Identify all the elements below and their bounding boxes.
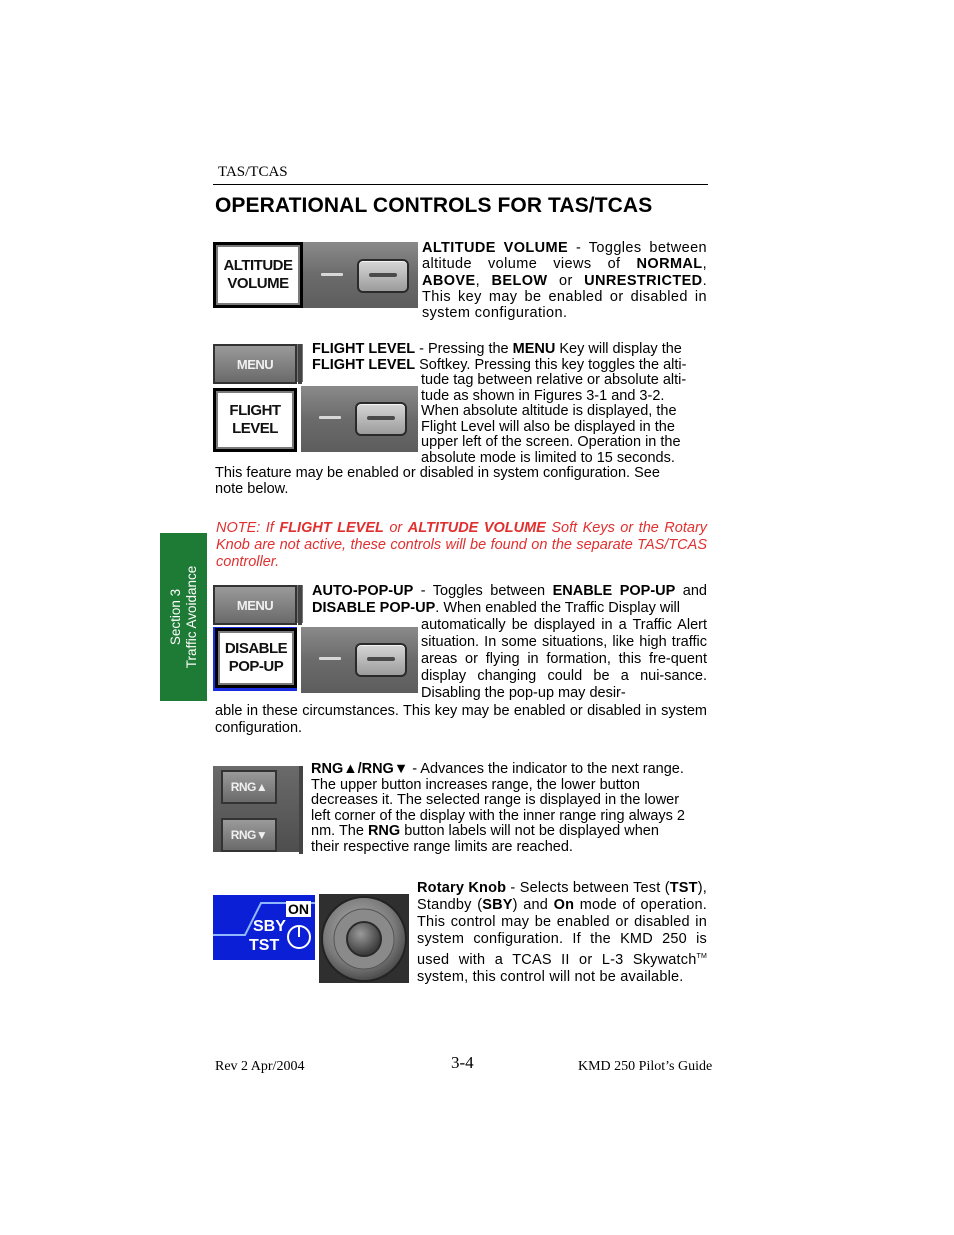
range-buttons-figure	[213, 766, 301, 854]
bezel-button	[355, 402, 407, 436]
flight-level-tail: This feature may be enabled or disabled in system configuration. See note below.	[215, 465, 660, 497]
altitude-volume-figure	[213, 242, 418, 308]
header-rule	[213, 184, 708, 185]
page-number: 3-4	[451, 1053, 474, 1072]
tst-label: TST	[249, 937, 280, 954]
running-header: TAS/TCAS	[218, 164, 288, 180]
flight-level-text-cont: tude tag between relative or absolute alti- tude as shown in Figures 3-1 and 3-2. When absolute altitude is displayed, the Flight Level will also be displayed in the upper left of the screen. Operation in the absolute mode is limited to 15 seconds.	[421, 372, 687, 466]
footer-guide-title: KMD 250 Pilot’s Guide	[578, 1059, 713, 1074]
disable-popup-softkey: DISABLE POP-UP	[215, 628, 297, 688]
bezel-panel	[301, 627, 418, 693]
bezel-panel	[301, 386, 418, 452]
footer-revision: Rev 2 Apr/2004	[215, 1059, 305, 1074]
range-down-button: RNG▼	[221, 818, 277, 852]
rotary-knob-text: Rotary Knob - Selects between Test (TST), Standby (SBY) and On mode of operation. This control may be enabled or disabled in system configuration. If the KMD 250 is used with a TCAS II or L-3 Skywatch™ system, this control will not be available.	[417, 880, 707, 985]
altitude-volume-text: ALTITUDE VOLUME - Toggles between altitude volume views of NORMAL, ABOVE, BELOW or UNRESTRICTED. This key may be enabled or disabled in system configuration.	[422, 240, 707, 322]
rotary-knob-figure	[319, 894, 409, 983]
bezel-panel	[303, 242, 418, 308]
menu-softkey: MENU	[213, 585, 297, 625]
altitude-volume-softkey: ALTITUDE VOLUME	[213, 242, 303, 308]
mode-display-figure	[213, 895, 315, 960]
auto-popup-text-cont: automatically be displayed in a Traffic Alert situation. In some situations, like high traffic areas or flying in formation, this fre-quent display changing could be a nui-sance. Disabling the pop-up may desir-	[421, 617, 707, 701]
note-paragraph: NOTE: If FLIGHT LEVEL or ALTITUDE VOLUME Soft Keys or the Rotary Knob are not active, these controls will be found on the separate TAS/TCAS controller.	[216, 520, 708, 570]
bezel-button	[357, 259, 409, 293]
auto-popup-text: AUTO-POP-UP - Toggles between ENABLE POP-UP and DISABLE POP-UP. When enabled the Traffic Display will	[312, 583, 707, 616]
range-text: RNG▲/RNG▼ - Advances the indicator to the next range. The upper button increases range, the lower button decreases it. The selected range is displayed in the lower left corner of the display with the inner range ring always 2 nm. The RNG button labels will not be displayed when their respective range limits are reached.	[311, 761, 685, 855]
section-tab-label: Section 3 Traffic Avoidance	[167, 565, 199, 669]
flight-level-text: FLIGHT LEVEL - Pressing the MENU Key will display the FLIGHT LEVEL Softkey. Pressing this key toggles the alti-	[312, 341, 687, 374]
sby-label: SBY	[253, 918, 286, 935]
rotary-knob-icon	[319, 894, 409, 983]
page-title: OPERATIONAL CONTROLS FOR TAS/TCAS	[215, 194, 653, 217]
on-label: ON	[288, 901, 309, 917]
flight-level-softkey: FLIGHT LEVEL	[213, 388, 297, 452]
auto-popup-tail: able in these circumstances. This key may be enabled or disabled in system configuration.	[215, 703, 707, 736]
menu-softkey: MENU	[213, 344, 297, 384]
range-up-button: RNG▲	[221, 770, 277, 804]
bezel-button	[355, 643, 407, 677]
section-tab	[160, 533, 207, 701]
